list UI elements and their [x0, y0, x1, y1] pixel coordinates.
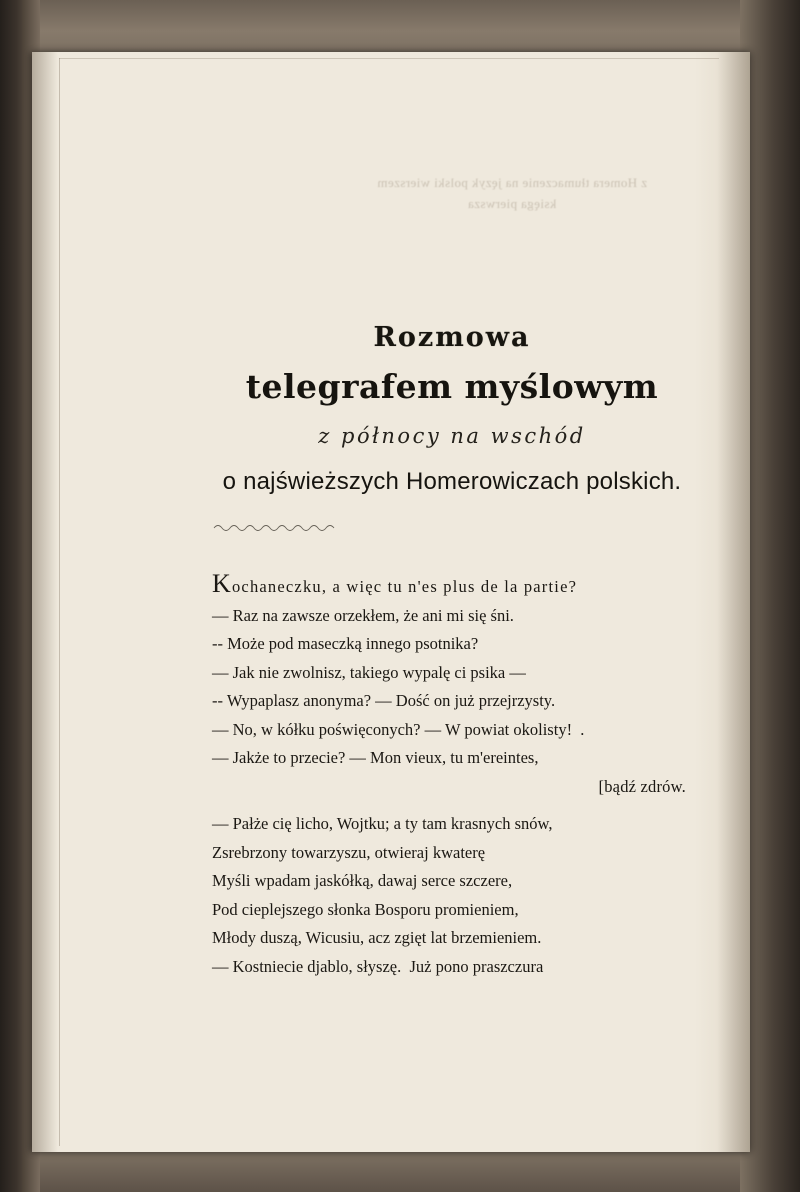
- poem-line: — Jakże to przecie? — Mon vieux, tu m'ereintes,: [212, 748, 539, 767]
- poem-line: — No, w kółku poświęconych? — W powiat okolisty! .: [212, 719, 585, 739]
- poem-line-text: ochaneczku, a więc tu n'es plus de la partie?: [231, 577, 578, 596]
- page-shadow-left: [32, 52, 58, 1152]
- bleed-through-text: z Homera tłumaczenie na język polski wierszem księga pierwsza: [377, 175, 647, 211]
- poem-line: Myśli wpadam jaskółką, dawaj serce szczere,: [212, 871, 513, 890]
- poem-line: Młody duszą, Wicusiu, acz zgięt lat brzemieniem.: [212, 928, 542, 947]
- title-line-4: o najświeższych Homerowiczach polskich.: [222, 468, 682, 495]
- poem-line: -- Wypaplasz anonyma? — Dość on już przejrzysty.: [212, 691, 556, 710]
- page-margin-line: [59, 58, 60, 1146]
- page-content: [212, 322, 692, 981]
- poem-body: [212, 571, 692, 981]
- title-line-1: Rozmowa: [373, 322, 531, 353]
- poem-line: — Pałże cię licho, Wojtku; a ty tam krasnych snów,: [212, 814, 553, 833]
- page-top-line: [59, 58, 719, 59]
- wavy-divider-ornament: [212, 522, 342, 532]
- page-shadow-right: [695, 52, 750, 1152]
- poem-line: Zsrebrzony towarzyszu, otwieraj kwaterę: [212, 842, 486, 862]
- poem-line: [bądź zdrów.: [598, 776, 686, 796]
- poem-line: -- Może pod maseczką innego psotnika?: [212, 634, 479, 653]
- poem-line: — Jak nie zwolnisz, takiego wypalę ci psika —: [212, 662, 526, 682]
- title-line-3: z północy na wschód: [318, 424, 586, 448]
- title-line-2: telegrafem myślowym: [245, 367, 659, 406]
- poem-line: Pod cieplejszego słonka Bosporu promieniem,: [212, 899, 519, 919]
- poem-drop-cap: K: [212, 569, 232, 598]
- book-top-edge: [0, 0, 800, 52]
- poem-stanza-gap: [212, 801, 692, 810]
- page-leaf: [32, 52, 750, 1152]
- poem-line: [212, 571, 692, 602]
- poem-line: — Kostniecie djablo, słyszę. Już pono praszczura: [212, 956, 544, 976]
- poem-line: — Raz na zawsze orzekłem, że ani mi się śni.: [212, 605, 514, 625]
